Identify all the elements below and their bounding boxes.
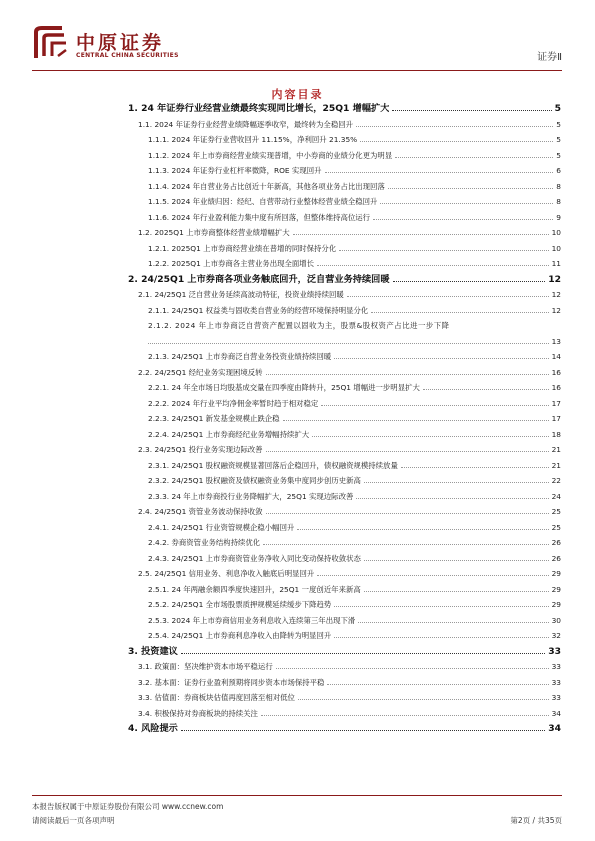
toc-page-number: 26 <box>551 553 561 563</box>
toc-page-number: 25 <box>551 507 561 516</box>
toc-page-number: 24 <box>551 491 561 501</box>
toc-page-number: 18 <box>551 429 561 439</box>
toc-entry-text: 1.2.2. 2025Q1 上市券商各主营业务出现全面增长 <box>148 259 315 268</box>
toc-leader-dots <box>317 575 548 576</box>
toc-entry-level-2[interactable] <box>128 690 561 706</box>
toc-page-number: 29 <box>551 569 561 578</box>
toc-entry-text: 2.1. 24/25Q1 泛自营业务延续高波动特征，投资业绩持续回暖 <box>138 290 344 299</box>
toc-page-number: 26 <box>551 538 561 547</box>
toc-leader-dots <box>181 653 545 654</box>
toc-entry-level-3[interactable] <box>128 411 561 427</box>
toc-entry-text: 2.4. 24/25Q1 资管业务波动保持收敛 <box>138 507 263 516</box>
toc-page-number: 12 <box>551 305 561 315</box>
toc-entry-text: 2.5.4. 24/25Q1 上市券商利息净收入由降转为明显回升 <box>148 631 332 640</box>
toc-entry-level-3[interactable] <box>128 489 561 505</box>
toc-page-number: 5 <box>554 103 561 114</box>
toc-page-number: 5 <box>556 135 561 144</box>
toc-leader-dots <box>373 219 553 220</box>
toc-entry-text: 1.1.2. 2024 年上市券商经营业绩实现普增，中小券商的业绩分化更为明显 <box>148 150 393 160</box>
toc-entry-level-3[interactable] <box>128 551 561 567</box>
toc-leader-dots <box>261 715 549 716</box>
toc-entry-level-1[interactable] <box>128 272 561 288</box>
report-category: 证券Ⅱ <box>537 52 562 63</box>
toc-entry-level-3[interactable] <box>128 179 561 195</box>
toc-leader-dots <box>364 560 549 561</box>
toc-page-number: 16 <box>551 383 561 392</box>
toc-entry-level-3[interactable] <box>128 396 561 412</box>
toc-entry-level-3[interactable] <box>128 427 561 443</box>
toc-page-number: 12 <box>551 290 561 299</box>
toc-entry-text: 1.2.1. 2025Q1 上市券商经营业绩在普增的同时保持分化 <box>148 243 337 253</box>
toc-leader-dots <box>339 250 548 251</box>
toc-entry-level-3[interactable] <box>128 628 561 644</box>
toc-entry-text: 2.4.3. 24/25Q1 上市券商资管业务净收入同比变动保持收敛状态 <box>148 553 361 563</box>
toc-leader-dots <box>364 482 549 483</box>
toc-page-number: 13 <box>551 336 561 346</box>
toc-entry-text: 1.1.3. 2024 年证券行业杠杆率微降，ROE 实现回升 <box>148 166 322 175</box>
toc-entry-text: 1.1. 2024 年证券行业经营业绩降幅逐季收窄，最终转为全稳回升 <box>138 119 353 129</box>
toc-entry-level-3[interactable] <box>128 349 561 365</box>
toc-entry-continuation[interactable] <box>128 334 561 350</box>
toc-leader-dots <box>395 157 553 158</box>
toc-entry-level-3[interactable] <box>128 210 561 226</box>
toc-page-number: 33 <box>551 693 561 702</box>
toc-leader-dots <box>393 281 546 282</box>
toc-entry-level-3[interactable] <box>128 256 561 272</box>
toc-entry-text: 3.1. 政策面：坚决维护资本市场平稳运行 <box>138 662 273 671</box>
toc-entry-level-1[interactable] <box>128 101 561 117</box>
company-name-cn: 中原证券 <box>76 32 165 54</box>
toc-page-number: 16 <box>551 367 561 377</box>
toc-page-number: 8 <box>556 181 561 191</box>
toc-entry-level-3[interactable] <box>128 148 561 164</box>
toc-entry-level-2[interactable] <box>128 287 561 303</box>
toc-entry-level-2[interactable] <box>128 566 561 582</box>
toc-page-number: 33 <box>548 645 561 657</box>
toc-title: 内容目录 <box>271 88 324 101</box>
toc-entry-text: 2.2.4. 24/25Q1 上市券商经纪业务增幅持续扩大 <box>148 429 310 439</box>
toc-entry-level-3[interactable] <box>128 535 561 551</box>
footer-page-info: 第2页 / 共35页 <box>510 816 562 825</box>
toc-page-number: 30 <box>551 615 561 625</box>
toc-entry-text: 2.2.1. 24 年全市场日均股基成交量在四季度由降转升，25Q1 增幅进一步明显扩大 <box>148 383 420 392</box>
toc-leader-dots <box>266 513 549 514</box>
toc-entry-level-3[interactable] <box>128 132 561 148</box>
footer-divider <box>32 795 562 796</box>
toc-leader-dots <box>356 498 548 499</box>
toc-page-number: 6 <box>556 166 561 175</box>
toc-entry-text: 2.4.1. 24/25Q1 行业资管规模企稳小幅回升 <box>148 522 295 532</box>
toc-entry-level-2[interactable] <box>128 675 561 691</box>
toc-leader-dots <box>334 358 548 359</box>
toc-entry-text: 2.3.3. 24 年上市券商投行业务降幅扩大，25Q1 实现边际改善 <box>148 491 354 501</box>
toc-entry-level-1[interactable] <box>128 721 561 737</box>
toc-entry-text: 2.3. 24/25Q1 投行业务实现边际改善 <box>138 445 263 454</box>
toc-entry-level-3[interactable] <box>128 194 561 210</box>
table-of-contents <box>128 101 561 737</box>
toc-page-number: 22 <box>551 476 561 485</box>
toc-entry-text: 2.5.1. 24 年两融余额四季度快速回升，25Q1 一度创近年来新高 <box>148 584 361 594</box>
toc-entry-level-3[interactable] <box>128 597 561 613</box>
toc-leader-dots <box>148 343 549 344</box>
footer-copyright: 本报告版权属于中原证券股份有限公司 www.ccnew.com <box>32 802 224 811</box>
toc-page-number: 10 <box>551 243 561 253</box>
toc-leader-dots <box>327 684 548 685</box>
toc-leader-dots <box>276 668 549 669</box>
toc-entry-level-3[interactable] <box>128 613 561 629</box>
toc-leader-dots <box>392 110 551 111</box>
toc-leader-dots <box>321 405 548 406</box>
toc-entry-text: 2.5.3. 2024 年上市券商信用业务利息收入连续第三年出现下滑 <box>148 615 356 625</box>
toc-entry-level-2[interactable] <box>128 659 561 675</box>
page-header <box>32 22 562 72</box>
toc-entry-level-2[interactable] <box>128 504 561 520</box>
toc-page-number: 29 <box>551 584 561 594</box>
toc-page-number: 32 <box>551 631 561 640</box>
toc-entry-text: 2.2.3. 24/25Q1 新发基金规模止跌企稳 <box>148 414 280 423</box>
toc-entry-text: 2.2.2. 2024 年行业平均净佣金率暂时趋于相对稳定 <box>148 398 319 408</box>
toc-entry-text: 2.1.3. 24/25Q1 上市券商泛自营业务投资业绩持续回暖 <box>148 352 332 361</box>
toc-entry-text: 3.3. 估值面：券商板块估值再度回落至相对低位 <box>138 693 295 702</box>
footer-disclaimer: 请阅读最后一页各项声明 <box>32 816 115 825</box>
toc-entry-level-3[interactable] <box>128 241 561 257</box>
toc-leader-dots <box>293 234 549 235</box>
toc-page-number: 21 <box>551 445 561 454</box>
toc-entry-text: 3.4. 积极保持对券商板块的持续关注 <box>138 708 258 718</box>
toc-leader-dots <box>266 374 549 375</box>
toc-leader-dots <box>181 730 545 731</box>
company-name-en: CENTRAL CHINA SECURITIES <box>76 52 179 59</box>
toc-leader-dots <box>364 591 549 592</box>
toc-entry-text: 2.3.2. 24/25Q1 股权融资及债权融资业务集中度同步创历史新高 <box>148 476 361 485</box>
toc-page-number: 33 <box>551 677 561 687</box>
toc-entry-level-1[interactable] <box>128 644 561 660</box>
toc-leader-dots <box>388 188 553 189</box>
toc-leader-dots <box>325 172 554 173</box>
toc-entry-text: 2.1.1. 24/25Q1 权益类与固收类自营业务的经营环境保持明显分化 <box>148 305 369 315</box>
toc-leader-dots <box>283 420 549 421</box>
toc-page-number: 29 <box>551 600 561 609</box>
toc-entry-text: 2.1.2. 2024 年上市券商泛自营资产配置以固收为主，股票&股权资产占比进一步下降 <box>148 321 450 330</box>
toc-entry-text: 3. 投资建议 <box>128 645 178 657</box>
toc-entry-text: 1.1.5. 2024 年业绩归因：经纪、自营带动行业整体经营业绩全稳回升 <box>148 197 378 206</box>
toc-leader-dots <box>312 436 548 437</box>
toc-leader-dots <box>263 544 548 545</box>
toc-entry-text: 2.5.2. 24/25Q1 全市场股票质押规模延续缓步下降趋势 <box>148 600 332 609</box>
toc-page-number: 17 <box>551 414 561 423</box>
toc-page-number: 5 <box>556 119 561 129</box>
toc-page-number: 5 <box>556 150 561 160</box>
toc-entry-text: 1.1.6. 2024 年行业盈利能力集中度有所回落，但整体维持高位运行 <box>148 212 371 222</box>
company-logo-icon <box>32 26 68 60</box>
toc-entry-level-3[interactable] <box>128 473 561 489</box>
toc-entry-level-3[interactable] <box>128 163 561 179</box>
toc-leader-dots <box>297 529 548 530</box>
toc-leader-dots <box>298 699 549 700</box>
toc-leader-dots <box>358 622 548 623</box>
toc-entry-text: 2.3.1. 24/25Q1 股权融资规模显著回落后企稳回升，债权融资规模持续放量 <box>148 460 398 470</box>
toc-page-number: 34 <box>551 708 561 718</box>
toc-page-number: 17 <box>551 398 561 408</box>
toc-entry-level-3[interactable] <box>128 582 561 598</box>
toc-leader-dots <box>401 467 549 468</box>
toc-leader-dots <box>371 312 548 313</box>
toc-entry-text: 1.1.1. 2024 年证券行业营收回升 11.15%，净利回升 21.35% <box>148 135 358 144</box>
toc-entry-text: 2. 24/25Q1 上市券商各项业务触底回升，泛自营业务持续回暖 <box>128 273 390 285</box>
toc-page-number: 14 <box>551 352 561 361</box>
toc-entry-text: 1.1.4. 2024 年自营业务占比创近十年新高，其他各项业务占比出现回落 <box>148 181 385 191</box>
toc-entry-level-3[interactable] <box>128 318 561 334</box>
toc-leader-dots <box>334 606 548 607</box>
toc-entry-level-2[interactable] <box>128 225 561 241</box>
toc-page-number: 10 <box>551 228 561 237</box>
toc-page-number: 8 <box>556 197 561 206</box>
toc-entry-level-2[interactable] <box>128 117 561 133</box>
toc-entry-text: 1. 24 年证券行业经营业绩最终实现同比增长，25Q1 增幅扩大 <box>128 103 390 114</box>
toc-entry-level-2[interactable] <box>128 442 561 458</box>
toc-leader-dots <box>347 296 549 297</box>
toc-leader-dots <box>334 637 548 638</box>
header-divider <box>32 70 562 71</box>
toc-leader-dots <box>380 203 553 204</box>
toc-entry-level-3[interactable] <box>128 520 561 536</box>
toc-entry-text: 1.2. 2025Q1 上市券商整体经营业绩增幅扩大 <box>138 228 290 237</box>
toc-entry-text: 2.2. 24/25Q1 经纪业务实现困境反转 <box>138 367 263 377</box>
toc-entry-level-3[interactable] <box>128 380 561 396</box>
toc-leader-dots <box>356 126 553 127</box>
toc-page-number: 34 <box>548 723 561 734</box>
toc-entry-text: 2.5. 24/25Q1 信用业务、利息净收入触底后明显回升 <box>138 569 315 578</box>
toc-page-number: 11 <box>551 259 561 268</box>
toc-leader-dots <box>266 451 549 452</box>
toc-entry-level-3[interactable] <box>128 303 561 319</box>
toc-page-number: 21 <box>551 460 561 470</box>
toc-leader-dots <box>317 265 549 266</box>
toc-entry-level-2[interactable] <box>128 706 561 722</box>
toc-page-number: 12 <box>548 273 561 285</box>
toc-entry-text: 4. 风险提示 <box>128 723 178 734</box>
toc-page-number: 9 <box>556 212 561 222</box>
toc-entry-level-2[interactable] <box>128 365 561 381</box>
toc-entry-level-3[interactable] <box>128 458 561 474</box>
toc-entry-text: 2.4.2. 券商资管业务结构持续优化 <box>148 538 261 547</box>
toc-entry-text: 3.2. 基本面：证券行业盈利预期将同步资本市场保持平稳 <box>138 677 325 687</box>
toc-page-number: 25 <box>551 522 561 532</box>
toc-leader-dots <box>423 389 549 390</box>
toc-page-number: 33 <box>551 662 561 671</box>
toc-leader-dots <box>360 141 553 142</box>
